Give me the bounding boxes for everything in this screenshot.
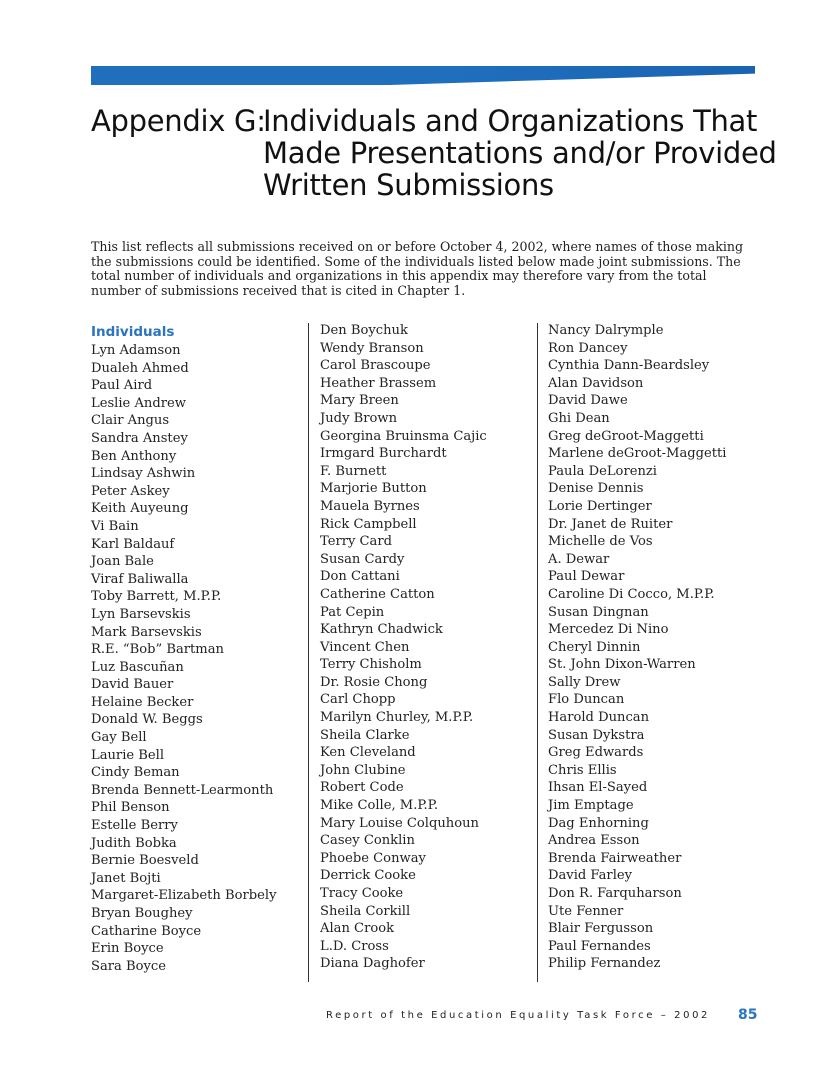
list-item: Lindsay Ashwin — [91, 466, 196, 482]
list-item: Heather Brassem — [320, 375, 437, 391]
list-item: Phil Benson — [91, 800, 170, 816]
list-item: Mauela Byrnes — [320, 498, 420, 514]
list-item: Leslie Andrew — [91, 395, 186, 411]
list-item: Phoebe Conway — [320, 850, 426, 866]
list-item: Philip Fernandez — [548, 956, 661, 972]
list-item: Rick Campbell — [320, 516, 417, 532]
list-item: Cynthia Dann-Beardsley — [548, 358, 710, 374]
list-item: Margaret-Elizabeth Borbely — [91, 888, 277, 904]
list-item: Alan Davidson — [548, 375, 644, 391]
list-item: Greg Edwards — [548, 745, 644, 761]
list-item: Brenda Fairweather — [548, 850, 682, 866]
list-item: Sara Boyce — [91, 958, 166, 974]
list-item: Vi Bain — [91, 518, 139, 534]
list-item: Carl Chopp — [320, 692, 396, 708]
list-item: Judith Bobka — [91, 835, 177, 851]
list-item: Terry Card — [320, 534, 393, 550]
list-item: Judy Brown — [320, 410, 398, 426]
list-item: Kathryn Chadwick — [320, 622, 443, 638]
list-item: Robert Code — [320, 780, 404, 796]
list-item: Sheila Clarke — [320, 727, 410, 743]
list-item: Marilyn Churley, M.P.P. — [320, 710, 474, 726]
list-item: Paul Aird — [91, 378, 153, 394]
list-item: Cheryl Dinnin — [548, 639, 641, 655]
list-item: Diana Daghofer — [320, 956, 425, 972]
list-item: Marjorie Button — [320, 481, 427, 497]
column-divider — [308, 323, 309, 982]
list-item: Ben Anthony — [91, 448, 177, 464]
names-column-3 — [548, 321, 768, 973]
list-item: Brenda Bennett-Learmonth — [91, 782, 274, 798]
list-item: Helaine Becker — [91, 694, 194, 710]
list-item: Ute Fenner — [548, 903, 624, 919]
list-item: Caroline Di Cocco, M.P.P. — [548, 586, 715, 602]
list-item: Lorie Dertinger — [548, 498, 652, 514]
list-item: St. John Dixon-Warren — [548, 657, 696, 673]
list-item: Michelle de Vos — [548, 534, 653, 550]
list-item: Ihsan El-Sayed — [548, 780, 648, 796]
list-item: Den Boychuk — [320, 323, 408, 338]
list-item: Dualeh Ahmed — [91, 360, 189, 376]
list-item: Dr. Janet de Ruiter — [548, 516, 673, 532]
list-item: Janet Bojti — [91, 870, 161, 886]
list-item: Terry Chisholm — [320, 657, 422, 673]
list-item: Derrick Cooke — [320, 868, 416, 884]
list-item: David Farley — [548, 868, 633, 884]
list-item: Mary Louise Colquhoun — [320, 815, 479, 831]
list-item: Gay Bell — [91, 730, 147, 746]
list-item: Vincent Chen — [320, 639, 410, 655]
list-item: Cindy Beman — [91, 765, 180, 781]
list-item: Marlene deGroot-Maggetti — [548, 446, 727, 462]
list-item: Irmgard Burchardt — [320, 446, 447, 462]
list-item: Dag Enhorning — [548, 815, 649, 831]
list-item: Clair Angus — [91, 413, 170, 429]
list-item: Flo Duncan — [548, 692, 625, 708]
header-banner — [91, 66, 755, 85]
list-item: Casey Conklin — [320, 833, 415, 849]
list-item: Don Cattani — [320, 569, 400, 585]
list-item: David Bauer — [91, 677, 174, 693]
list-item: F. Burnett — [320, 463, 387, 479]
list-item: Ken Cleveland — [320, 745, 416, 761]
list-item: Paula DeLorenzi — [548, 463, 657, 479]
list-item: Paul Fernandes — [548, 938, 651, 954]
list-item: Harold Duncan — [548, 710, 650, 726]
list-item: Sally Drew — [548, 674, 621, 690]
list-item: Luz Bascuñan — [91, 659, 184, 675]
page-number: 85 — [738, 1007, 758, 1023]
list-item: John Clubine — [320, 762, 406, 778]
list-item: Estelle Berry — [91, 818, 178, 834]
list-item: A. Dewar — [548, 551, 610, 567]
list-item: Viraf Baliwalla — [91, 571, 189, 587]
list-item: Bernie Boesveld — [91, 853, 199, 869]
list-item: Lyn Barsevskis — [91, 606, 191, 622]
list-item: Karl Baldauf — [91, 536, 175, 552]
list-item: Joan Bale — [91, 554, 154, 570]
list-item: Catherine Catton — [320, 586, 435, 602]
list-item: Mark Barsevskis — [91, 624, 202, 640]
list-item: Toby Barrett, M.P.P. — [91, 589, 222, 605]
list-item: Nancy Dalrymple — [548, 323, 664, 338]
section-heading: Individuals — [91, 324, 175, 340]
list-item: Susan Cardy — [320, 551, 405, 567]
list-item: Laurie Bell — [91, 747, 165, 763]
title-line-2: Made Presentations and/or Provided — [263, 136, 777, 170]
list-item: Greg deGroot-Maggetti — [548, 428, 704, 444]
list-item: Peter Askey — [91, 483, 170, 499]
list-item: Georgina Bruinsma Cajic — [320, 428, 487, 444]
list-item: Pat Cepin — [320, 604, 385, 620]
list-item: R.E. “Bob” Bartman — [91, 642, 224, 658]
list-item: Tracy Cooke — [320, 886, 404, 901]
list-item: David Dawe — [548, 393, 628, 409]
list-item: Blair Fergusson — [548, 921, 654, 937]
list-item: Ghi Dean — [548, 410, 610, 426]
list-item: Wendy Branson — [320, 340, 424, 356]
names-column-1 — [91, 321, 301, 975]
list-item: Mike Colle, M.P.P. — [320, 798, 438, 814]
list-item: L.D. Cross — [320, 938, 389, 954]
title-line-3: Written Submissions — [263, 168, 554, 202]
list-item: Chris Ellis — [548, 762, 617, 778]
list-item: Jim Emptage — [548, 798, 634, 814]
list-item: Paul Dewar — [548, 569, 625, 585]
list-item: Mercedez Di Nino — [548, 622, 669, 638]
title-line-1: Individuals and Organizations That — [263, 104, 758, 138]
list-item: Carol Brascoupe — [320, 358, 431, 374]
list-item: Catharine Boyce — [91, 923, 202, 939]
list-item: Lyn Adamson — [91, 343, 181, 358]
list-item: Denise Dennis — [548, 481, 644, 497]
list-item: Donald W. Beggs — [91, 712, 203, 728]
list-item: Don R. Farquharson — [548, 886, 682, 901]
list-item: Alan Crook — [320, 921, 395, 937]
footer-report-title: Report of the Education Equality Task Force – 2002 — [325, 1010, 710, 1021]
list-item: Sandra Anstey — [91, 430, 188, 446]
list-item: Mary Breen — [320, 393, 399, 409]
intro-paragraph: This list reflects all submissions received on or before October 4, 2002, where names of those making the submissions could be identified. Some of the individuals listed below made joint submissions. The total number of individuals and organizations in this appendix may therefore vary from the total number of submissions received that is cited in Chapter 1. — [91, 239, 744, 298]
list-item: Erin Boyce — [91, 941, 164, 957]
list-item: Ron Dancey — [548, 340, 628, 356]
list-item: Keith Auyeung — [91, 501, 189, 517]
column-divider — [537, 323, 538, 982]
list-item: Andrea Esson — [548, 833, 640, 849]
title-lead: Appendix G: — [91, 104, 266, 138]
list-item: Bryan Boughey — [91, 906, 193, 921]
names-column-2 — [320, 321, 530, 973]
list-item: Sheila Corkill — [320, 903, 411, 919]
list-item: Susan Dingnan — [548, 604, 649, 620]
list-item: Dr. Rosie Chong — [320, 674, 428, 690]
list-item: Susan Dykstra — [548, 727, 645, 743]
